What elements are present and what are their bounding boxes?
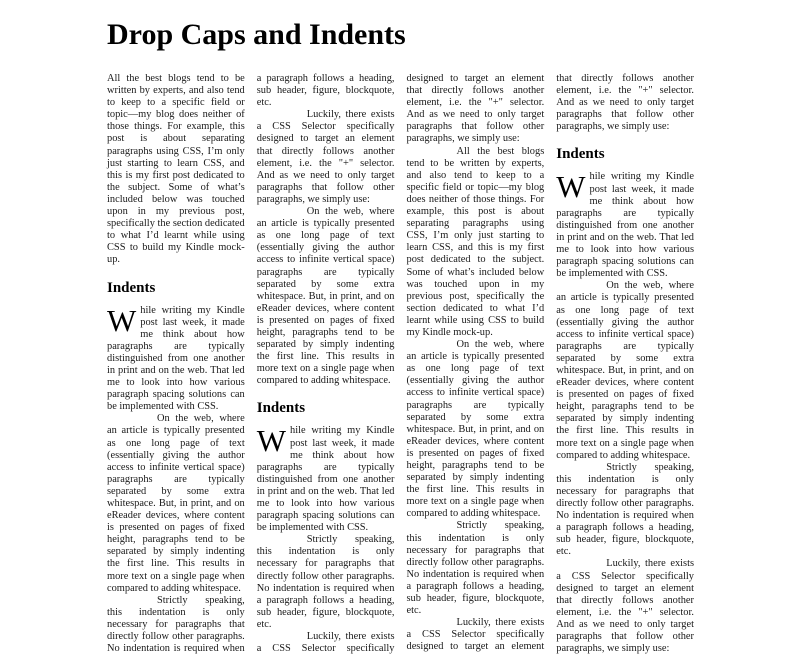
section-heading: Indents: [256, 400, 306, 417]
dropcap-paragraph: [556, 171, 694, 280]
dropcap-paragraph: [107, 302, 245, 414]
paragraph: Strictly speaking, this indentation is only necessary for paragraphs that directly follow other paragraphs. No indentation is required when a paragraph follows a heading, sub header, figure, blockquote, etc.: [556, 461, 694, 558]
paragraph: On the web, where an article is typically presented as one long page of text (essentially giving the author access to infinite vertical space) paragraphs are typically separated by some extra whitespace. But, in print, and on eReader devices, where content is presented on pages of fixed height, paragraphs tend to be separated by simply indenting the first line. This results in more text on a single page when compared to adding whitespace.: [406, 339, 545, 520]
paragraph-text: hile writing my Kindle post last week, it made me think about how paragraphs are typically distinguished from one another in print and on the web. That led me to look into how various paragraph spacing solutions can be implemented with CSS.: [556, 171, 694, 280]
paragraph: Strictly speaking, this indentation is only necessary for paragraphs that directly follow other paragraphs. No indentation is required when a paragraph follows a heading, sub header, figure, blockquote, etc.: [406, 520, 545, 617]
page-title: Drop Caps and Indents: [107, 18, 406, 51]
dropcap-paragraph: [257, 425, 395, 534]
drop-cap: W: [556, 169, 586, 205]
paragraph: Luckily, there exists a CSS Selector specifically designed to target an element that directly follows another element, i.e. the "+" selector. And as we need to only target paragraphs that follow other paragraphs, we simply use:: [406, 73, 694, 653]
paragraph: Luckily, there exists a CSS Selector specifically designed to target an element that directly follows another element, i.e. the "+" selector. And as we need to only target paragraphs that follow other paragraphs, we simply use:: [556, 558, 694, 655]
drop-cap: W: [256, 423, 287, 459]
paragraph: Strictly speaking, this indentation is only necessary for paragraphs that directly follow other paragraphs. No indentation is required when a paragraph follows a heading, sub header, figure, blockquote, etc.: [256, 534, 395, 630]
drop-cap: W: [107, 302, 137, 338]
paragraph: Luckily, there exists a CSS Selector specifically designed to target an element that directly follows another element, i.e. the "+" selector. And as we need to only target paragraphs that follow other paragraphs, we simply use:: [256, 73, 545, 655]
paragraph-text: hile writing my Kindle post last week, it made me think about how paragraphs are typically distinguished from one another in print and on the web. That led me to look into how various paragraph spacing solutions can be implemented with CSS.: [256, 425, 395, 534]
paragraph: Strictly speaking, this indentation is only necessary for paragraphs that directly follow other paragraphs. No indentation is required when a paragraph follows a heading, sub header, figure, blockquote, etc.: [107, 73, 395, 655]
paragraph-text: hile writing my Kindle post last week, it made me think about how paragraphs are typically distinguished from one another in print and on the web. That led me to look into how various paragraph spacing solutions can be implemented with CSS.: [107, 304, 245, 413]
intro-paragraph: All the best blogs tend to be written by experts, and also tend to keep to a specific field or topic—my blog does neither of those things. For example, this post is about separating paragraphs using CSS, I’m only just starting to learn CSS, and this is my first post dedicated to the subject. Some of what’s included below was touched upon in my previous post, specifically the section dedicated to what I’d learnt while using CSS to build my Kindle mock-up.: [107, 73, 245, 266]
paragraph: On the web, where an article is typically presented as one long page of text (essentially giving the author access to infinite vertical space) paragraphs are typically separated by some extra whitespace. But, in print, and on eReader devices, where content is presented on pages of fixed height, paragraphs tend to be separated by simply indenting the first line. This results in more text on a single page when compared to adding whitespace.: [107, 413, 245, 594]
paragraph: On the web, where an article is typically presented as one long page of text (essentially giving the author access to infinite vertical space) paragraphs are typically separated by some extra whitespace. But, in print, and on eReader devices, where content is presented on pages of fixed height, paragraphs tend to be separated by simply indenting the first line. This results in more text on a single page when compared to adding whitespace.: [556, 280, 694, 461]
paragraph: On the web, where an article is typically presented as one long page of text (essentially giving the author access to infinite vertical space) paragraphs are typically separated by some extra whitespace. But, in print, and on eReader devices, where content is presented on pages of fixed height, paragraphs tend to be separated by simply indenting the first line. This results in more text on a single page when compared to adding whitespace.: [256, 206, 395, 387]
section-heading: Indents: [107, 279, 156, 296]
article-body: [107, 73, 694, 655]
section-heading: Indents: [556, 146, 605, 163]
paragraph: Luckily, there exists a CSS Selector specifically designed to target an element that directly follows another element, i.e. the "+" selector. And as we need to only target paragraphs that follow other paragraphs, we simply use:: [256, 109, 395, 205]
paragraph: All the best blogs tend to be written by experts, and also tend to keep to a specific field or topic—my blog does neither of those things. For example, this post is about separating paragraphs using CSS, I’m only just starting to learn CSS, and this is my first post dedicated to the subject. Some of what’s included below was touched upon in my previous post, specifically the section dedicated to what I’d learnt while using CSS to build my Kindle mock-up.: [406, 145, 545, 338]
